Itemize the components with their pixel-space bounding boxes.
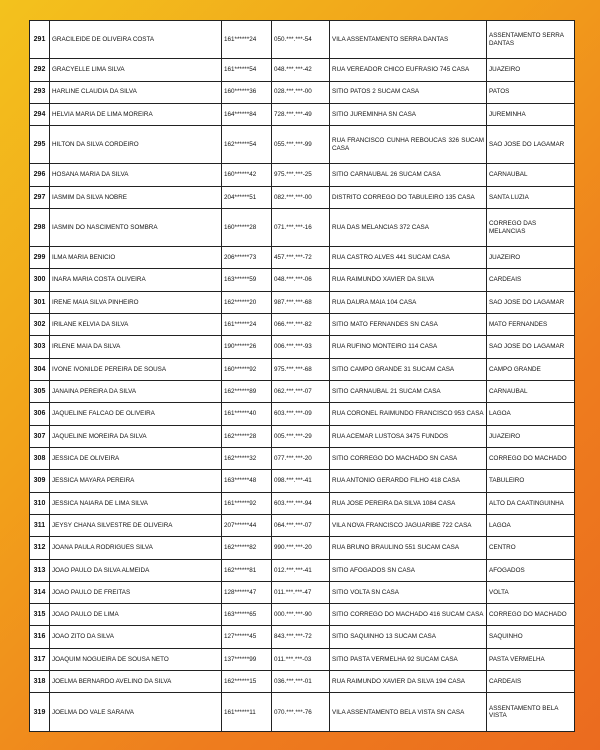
- person-name-cell: GRACYELLE LIMA SILVA: [50, 59, 222, 81]
- cpf-code-cell: 077.***.***-20: [272, 447, 330, 469]
- nis-code-cell: 161******40: [222, 403, 272, 425]
- row-number-cell: 311: [30, 514, 50, 536]
- cpf-code-cell: 990.***.***-20: [272, 537, 330, 559]
- row-number-cell: 313: [30, 559, 50, 581]
- locality-cell: JUAZEIRO: [487, 59, 575, 81]
- nis-code-cell: 164******84: [222, 103, 272, 125]
- beneficiary-table: [29, 20, 575, 732]
- locality-cell: TABULEIRO: [487, 470, 575, 492]
- row-number-cell: 296: [30, 164, 50, 186]
- person-name-cell: IRILANE KELVIA DA SILVA: [50, 314, 222, 336]
- row-number-cell: 309: [30, 470, 50, 492]
- row-number-cell: 302: [30, 314, 50, 336]
- address-cell: RUA VEREADOR CHICO EUFRASIO 745 CASA: [330, 59, 487, 81]
- nis-code-cell: 127******45: [222, 626, 272, 648]
- nis-code-cell: 163******65: [222, 604, 272, 626]
- locality-cell: SAO JOSE DO LAGAMAR: [487, 336, 575, 358]
- locality-cell: PASTA VERMELHA: [487, 648, 575, 670]
- locality-cell: CORREGO DAS MELANCIAS: [487, 208, 575, 246]
- row-number-cell: 301: [30, 291, 50, 313]
- person-name-cell: JAQUELINE FALCAO DE OLIVEIRA: [50, 403, 222, 425]
- locality-cell: SAQUINHO: [487, 626, 575, 648]
- table-row: [30, 81, 575, 103]
- locality-cell: CARNAUBAL: [487, 381, 575, 403]
- locality-cell: CARDEAIS: [487, 269, 575, 291]
- cpf-code-cell: 055.***.***-99: [272, 126, 330, 164]
- row-number-cell: 307: [30, 425, 50, 447]
- person-name-cell: JOANA PAULA RODRIGUES SILVA: [50, 537, 222, 559]
- row-number-cell: 292: [30, 59, 50, 81]
- locality-cell: CARNAUBAL: [487, 164, 575, 186]
- cpf-code-cell: 011.***.***-03: [272, 648, 330, 670]
- locality-cell: PATOS: [487, 81, 575, 103]
- nis-code-cell: 160******36: [222, 81, 272, 103]
- person-name-cell: HARLINE CLAUDIA DA SILVA: [50, 81, 222, 103]
- row-number-cell: 312: [30, 537, 50, 559]
- row-number-cell: 298: [30, 208, 50, 246]
- person-name-cell: JOAO PAULO DA SILVA ALMEIDA: [50, 559, 222, 581]
- cpf-code-cell: 000.***.***-90: [272, 604, 330, 626]
- nis-code-cell: 162******15: [222, 671, 272, 693]
- locality-cell: SAO JOSE DO LAGAMAR: [487, 291, 575, 313]
- table-row: [30, 314, 575, 336]
- person-name-cell: JEYSY CHANA SILVESTRE DE OLIVEIRA: [50, 514, 222, 536]
- person-name-cell: JOAO PAULO DE LIMA: [50, 604, 222, 626]
- person-name-cell: JOAO PAULO DE FREITAS: [50, 581, 222, 603]
- nis-code-cell: 163******48: [222, 470, 272, 492]
- cpf-code-cell: 066.***.***-82: [272, 314, 330, 336]
- row-number-cell: 310: [30, 492, 50, 514]
- locality-cell: CORREGO DO MACHADO: [487, 447, 575, 469]
- cpf-code-cell: 098.***.***-41: [272, 470, 330, 492]
- table-row: [30, 537, 575, 559]
- nis-code-cell: 161******24: [222, 314, 272, 336]
- address-cell: VILA ASSENTAMENTO BELA VISTA SN CASA: [330, 693, 487, 732]
- row-number-cell: 318: [30, 671, 50, 693]
- nis-code-cell: 160******28: [222, 208, 272, 246]
- cpf-code-cell: 975.***.***-68: [272, 358, 330, 380]
- cpf-code-cell: 062.***.***-07: [272, 381, 330, 403]
- cpf-code-cell: 028.***.***-00: [272, 81, 330, 103]
- nis-code-cell: 161******92: [222, 492, 272, 514]
- locality-cell: ASSENTAMENTO BELA VISTA: [487, 693, 575, 732]
- cpf-code-cell: 603.***.***-09: [272, 403, 330, 425]
- locality-cell: JUAZEIRO: [487, 425, 575, 447]
- table-row: [30, 514, 575, 536]
- person-name-cell: IVONE IVONILDE PEREIRA DE SOUSA: [50, 358, 222, 380]
- nis-code-cell: 137******99: [222, 648, 272, 670]
- table-row: [30, 247, 575, 269]
- row-number-cell: 294: [30, 103, 50, 125]
- table-row: [30, 186, 575, 208]
- table-row: [30, 425, 575, 447]
- person-name-cell: GRACILEIDE DE OLIVEIRA COSTA: [50, 21, 222, 59]
- table-row: [30, 559, 575, 581]
- address-cell: SITIO CARNAUBAL 21 SUCAM CASA: [330, 381, 487, 403]
- person-name-cell: ILMA MARIA BENICIO: [50, 247, 222, 269]
- address-cell: SITIO AFOGADOS SN CASA: [330, 559, 487, 581]
- row-number-cell: 306: [30, 403, 50, 425]
- locality-cell: LAGOA: [487, 514, 575, 536]
- address-cell: RUA FRANCISCO CUNHA REBOUCAS 326 SUCAM CASA: [330, 126, 487, 164]
- table-row: [30, 103, 575, 125]
- person-name-cell: JOAO ZITO DA SILVA: [50, 626, 222, 648]
- address-cell: RUA RAIMUNDO XAVIER DA SILVA: [330, 269, 487, 291]
- table-row: [30, 492, 575, 514]
- address-cell: SITIO CORREGO DO MACHADO 416 SUCAM CASA: [330, 604, 487, 626]
- table-row: [30, 403, 575, 425]
- locality-cell: LAGOA: [487, 403, 575, 425]
- address-cell: RUA ACEMAR LUSTOSA 3475 FUNDOS: [330, 425, 487, 447]
- address-cell: SITIO CARNAUBAL 26 SUCAM CASA: [330, 164, 487, 186]
- cpf-code-cell: 011.***.***-47: [272, 581, 330, 603]
- nis-code-cell: 206******73: [222, 247, 272, 269]
- cpf-code-cell: 071.***.***-16: [272, 208, 330, 246]
- address-cell: VILA NOVA FRANCISCO JAGUARIBE 722 CASA: [330, 514, 487, 536]
- beneficiary-list-sheet: [29, 20, 574, 732]
- table-row: [30, 671, 575, 693]
- nis-code-cell: 161******11: [222, 693, 272, 732]
- cpf-code-cell: 050.***.***-54: [272, 21, 330, 59]
- cpf-code-cell: 843.***.***-72: [272, 626, 330, 648]
- nis-code-cell: 162******28: [222, 425, 272, 447]
- cpf-code-cell: 082.***.***-00: [272, 186, 330, 208]
- nis-code-cell: 190******26: [222, 336, 272, 358]
- person-name-cell: JAQUELINE MOREIRA DA SILVA: [50, 425, 222, 447]
- nis-code-cell: 162******81: [222, 559, 272, 581]
- nis-code-cell: 160******92: [222, 358, 272, 380]
- cpf-code-cell: 457.***.***-72: [272, 247, 330, 269]
- table-row: [30, 693, 575, 732]
- row-number-cell: 304: [30, 358, 50, 380]
- cpf-code-cell: 603.***.***-94: [272, 492, 330, 514]
- address-cell: RUA ANTONIO GERARDO FILHO 418 CASA: [330, 470, 487, 492]
- cpf-code-cell: 048.***.***-06: [272, 269, 330, 291]
- nis-code-cell: 204******51: [222, 186, 272, 208]
- person-name-cell: JOAQUIM NOGUEIRA DE SOUSA NETO: [50, 648, 222, 670]
- table-row: [30, 447, 575, 469]
- address-cell: SITIO PASTA VERMELHA 92 SUCAM CASA: [330, 648, 487, 670]
- table-row: [30, 381, 575, 403]
- table-row: [30, 291, 575, 313]
- nis-code-cell: 162******54: [222, 126, 272, 164]
- nis-code-cell: 162******89: [222, 381, 272, 403]
- locality-cell: JUREMINHA: [487, 103, 575, 125]
- cpf-code-cell: 987.***.***-68: [272, 291, 330, 313]
- person-name-cell: JOELMA DO VALE SARAIVA: [50, 693, 222, 732]
- nis-code-cell: 162******32: [222, 447, 272, 469]
- person-name-cell: IRENE MAIA SILVA PINHEIRO: [50, 291, 222, 313]
- cpf-code-cell: 975.***.***-25: [272, 164, 330, 186]
- address-cell: SITIO CAMPO GRANDE 31 SUCAM CASA: [330, 358, 487, 380]
- nis-code-cell: 163******59: [222, 269, 272, 291]
- row-number-cell: 293: [30, 81, 50, 103]
- address-cell: SITIO MATO FERNANDES SN CASA: [330, 314, 487, 336]
- person-name-cell: IASMIN DO NASCIMENTO SOMBRA: [50, 208, 222, 246]
- row-number-cell: 317: [30, 648, 50, 670]
- locality-cell: CAMPO GRANDE: [487, 358, 575, 380]
- locality-cell: VOLTA: [487, 581, 575, 603]
- person-name-cell: INARA MARIA COSTA OLIVEIRA: [50, 269, 222, 291]
- address-cell: RUA DAS MELANCIAS 372 CASA: [330, 208, 487, 246]
- locality-cell: CARDEAIS: [487, 671, 575, 693]
- locality-cell: JUAZEIRO: [487, 247, 575, 269]
- locality-cell: ALTO DA CAATINGUINHA: [487, 492, 575, 514]
- cpf-code-cell: 728.***.***-49: [272, 103, 330, 125]
- locality-cell: CORREGO DO MACHADO: [487, 604, 575, 626]
- address-cell: SITIO CORREGO DO MACHADO SN CASA: [330, 447, 487, 469]
- address-cell: RUA CORONEL RAIMUNDO FRANCISCO 953 CASA: [330, 403, 487, 425]
- address-cell: SITIO SAQUINHO 13 SUCAM CASA: [330, 626, 487, 648]
- address-cell: RUA RAIMUNDO XAVIER DA SILVA 194 CASA: [330, 671, 487, 693]
- row-number-cell: 291: [30, 21, 50, 59]
- beneficiary-table-body: [30, 21, 575, 732]
- locality-cell: ASSENTAMENTO SERRA DANTAS: [487, 21, 575, 59]
- table-row: [30, 470, 575, 492]
- address-cell: RUA CASTRO ALVES 441 SUCAM CASA: [330, 247, 487, 269]
- address-cell: VILA ASSENTAMENTO SERRA DANTAS: [330, 21, 487, 59]
- table-row: [30, 21, 575, 59]
- row-number-cell: 297: [30, 186, 50, 208]
- table-row: [30, 648, 575, 670]
- row-number-cell: 319: [30, 693, 50, 732]
- locality-cell: SANTA LUZIA: [487, 186, 575, 208]
- row-number-cell: 308: [30, 447, 50, 469]
- address-cell: SITIO VOLTA SN CASA: [330, 581, 487, 603]
- address-cell: SITIO JUREMINHA SN CASA: [330, 103, 487, 125]
- person-name-cell: HOSANA MARIA DA SILVA: [50, 164, 222, 186]
- nis-code-cell: 162******82: [222, 537, 272, 559]
- nis-code-cell: 161******54: [222, 59, 272, 81]
- row-number-cell: 303: [30, 336, 50, 358]
- locality-cell: SAO JOSE DO LAGAMAR: [487, 126, 575, 164]
- table-row: [30, 358, 575, 380]
- address-cell: RUA DAURA MAIA 104 CASA: [330, 291, 487, 313]
- row-number-cell: 316: [30, 626, 50, 648]
- cpf-code-cell: 048.***.***-42: [272, 59, 330, 81]
- address-cell: DISTRITO CORREGO DO TABULEIRO 135 CASA: [330, 186, 487, 208]
- nis-code-cell: 160******42: [222, 164, 272, 186]
- table-row: [30, 604, 575, 626]
- person-name-cell: IASMIM DA SILVA NOBRE: [50, 186, 222, 208]
- row-number-cell: 300: [30, 269, 50, 291]
- cpf-code-cell: 070.***.***-76: [272, 693, 330, 732]
- nis-code-cell: 161******24: [222, 21, 272, 59]
- locality-cell: AFOGADOS: [487, 559, 575, 581]
- nis-code-cell: 128******47: [222, 581, 272, 603]
- row-number-cell: 295: [30, 126, 50, 164]
- person-name-cell: JESSICA MAYARA PEREIRA: [50, 470, 222, 492]
- cpf-code-cell: 006.***.***-93: [272, 336, 330, 358]
- nis-code-cell: 207******44: [222, 514, 272, 536]
- address-cell: RUA RUFINO MONTEIRO 114 CASA: [330, 336, 487, 358]
- address-cell: RUA BRUNO BRAULINO 551 SUCAM CASA: [330, 537, 487, 559]
- person-name-cell: JANAINA PEREIRA DA SILVA: [50, 381, 222, 403]
- person-name-cell: HILTON DA SILVA CORDEIRO: [50, 126, 222, 164]
- locality-cell: MATO FERNANDES: [487, 314, 575, 336]
- table-row: [30, 626, 575, 648]
- cpf-code-cell: 005.***.***-29: [272, 425, 330, 447]
- person-name-cell: JESSICA DE OLIVEIRA: [50, 447, 222, 469]
- table-row: [30, 59, 575, 81]
- address-cell: SITIO PATOS 2 SUCAM CASA: [330, 81, 487, 103]
- row-number-cell: 299: [30, 247, 50, 269]
- table-row: [30, 336, 575, 358]
- table-row: [30, 208, 575, 246]
- table-row: [30, 269, 575, 291]
- table-row: [30, 164, 575, 186]
- person-name-cell: JESSICA NAIARA DE LIMA SILVA: [50, 492, 222, 514]
- row-number-cell: 315: [30, 604, 50, 626]
- table-row: [30, 126, 575, 164]
- cpf-code-cell: 036.***.***-01: [272, 671, 330, 693]
- address-cell: RUA JOSE PEREIRA DA SILVA 1084 CASA: [330, 492, 487, 514]
- row-number-cell: 305: [30, 381, 50, 403]
- locality-cell: CENTRO: [487, 537, 575, 559]
- table-row: [30, 581, 575, 603]
- person-name-cell: IRLENE MAIA DA SILVA: [50, 336, 222, 358]
- person-name-cell: HELVIA MARIA DE LIMA MOREIRA: [50, 103, 222, 125]
- cpf-code-cell: 012.***.***-41: [272, 559, 330, 581]
- nis-code-cell: 162******20: [222, 291, 272, 313]
- row-number-cell: 314: [30, 581, 50, 603]
- cpf-code-cell: 064.***.***-07: [272, 514, 330, 536]
- person-name-cell: JOELMA BERNARDO AVELINO DA SILVA: [50, 671, 222, 693]
